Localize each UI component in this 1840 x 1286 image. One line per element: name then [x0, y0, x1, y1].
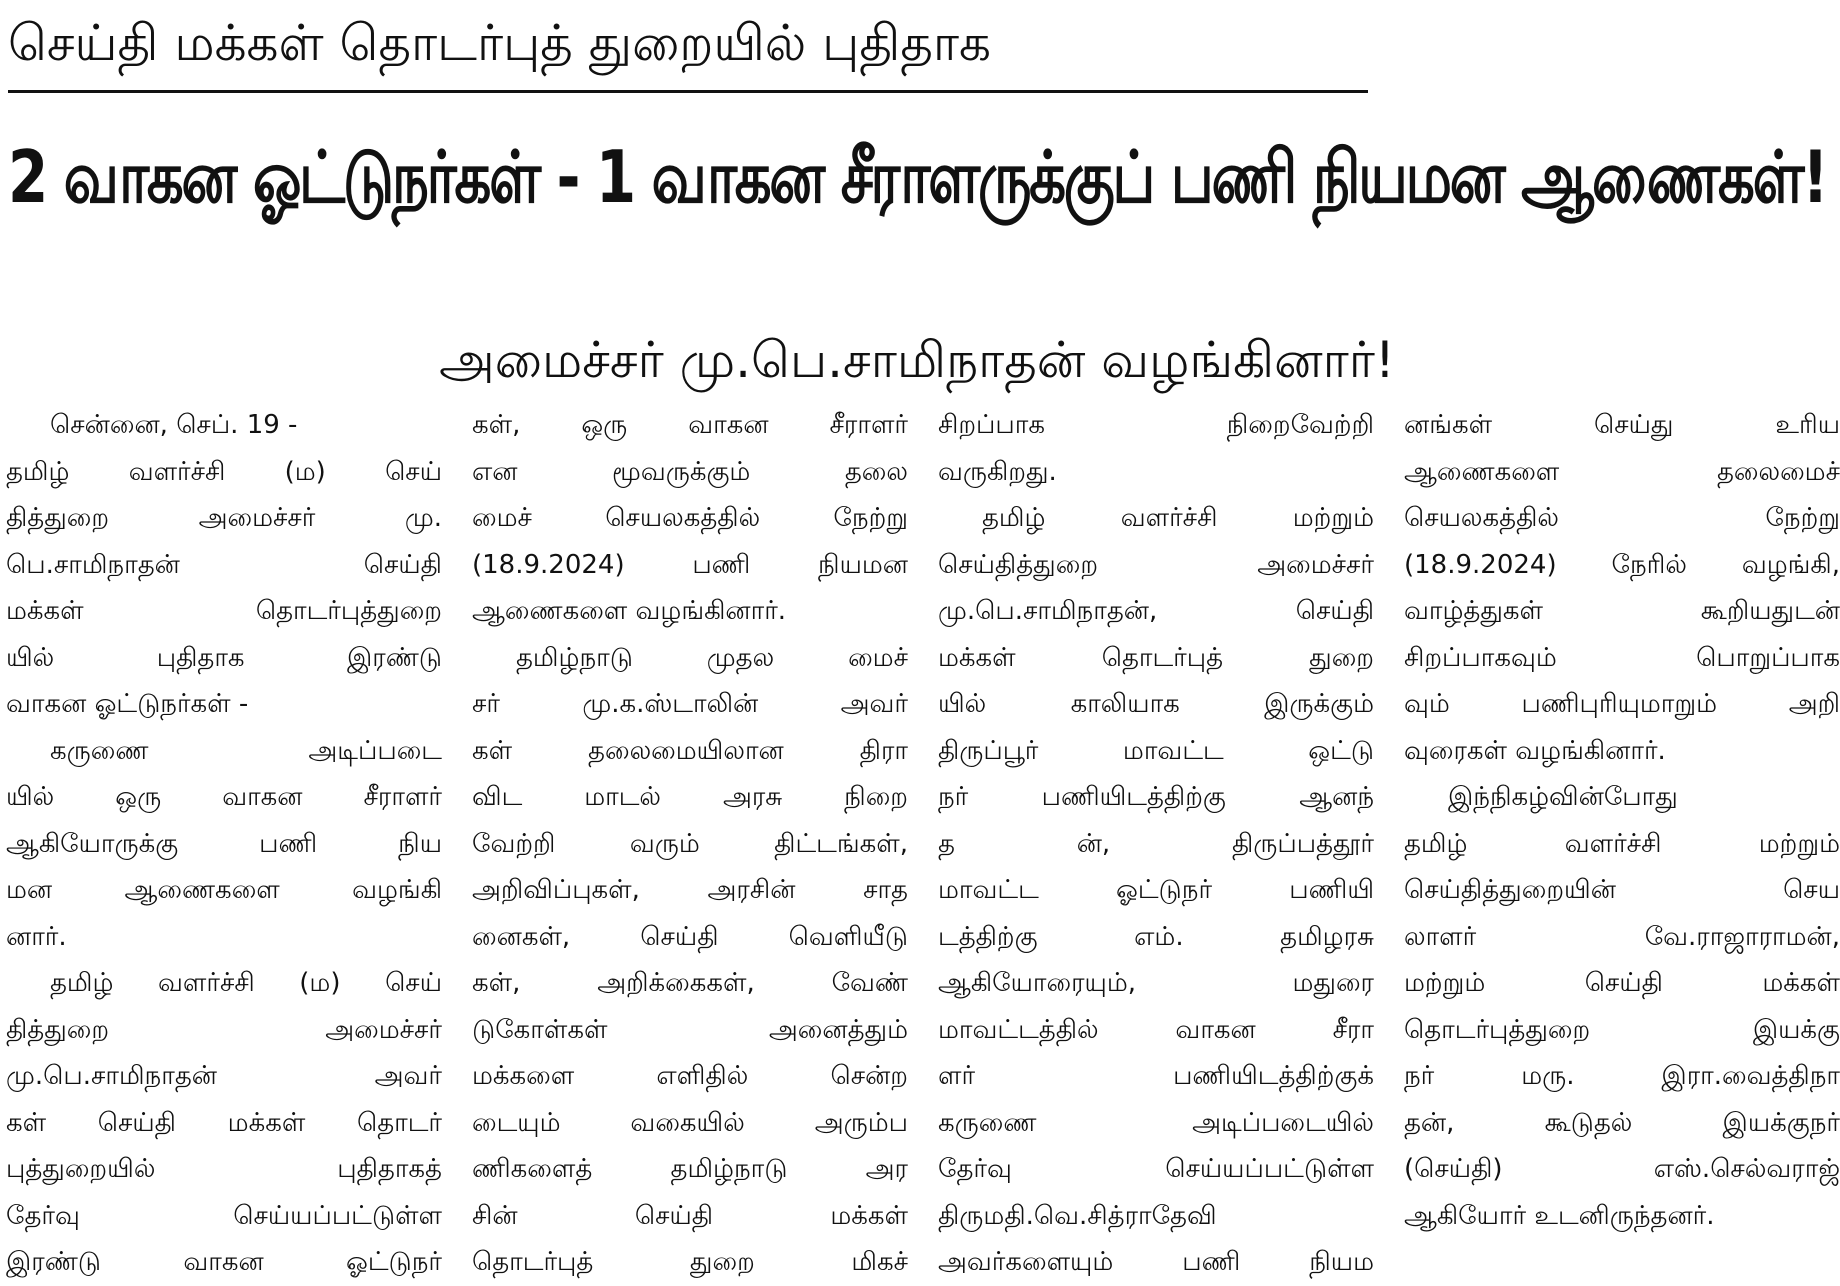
- text-line: இந்நிகழ்வின்போது: [1448, 782, 1678, 812]
- text-line: சிறப்பாகவும் பொறுப்பாக: [1404, 642, 1840, 673]
- text-line: யில் காலியாக இருக்கும்: [938, 689, 1374, 719]
- text-line: ஆகியோர் உடனிருந்தனர்.: [1404, 1200, 1715, 1231]
- text-line: டத்திற்கு எம். தமிழரசு: [938, 921, 1374, 952]
- text-line: ளர் பணியிடத்திற்குக்: [938, 1061, 1374, 1091]
- text-line: ஆகியோருக்கு பணி நிய: [6, 828, 442, 859]
- text-line: தித்துறை அமைச்சர்: [6, 1014, 442, 1045]
- text-line: டுகோள்கள் அனைத்தும்: [472, 1014, 908, 1045]
- text-line: தொடர்புத்துறை இயக்கு: [1404, 1014, 1840, 1045]
- text-line: கள், அறிக்கைகள், வேண்: [472, 968, 908, 998]
- text-line: மன ஆணைகளை வழங்கி: [6, 875, 442, 905]
- text-line: கள், ஒரு வாகன சீராளர்: [472, 410, 908, 440]
- text-line: மு.பெ.சாமிநாதன், செய்தி: [938, 596, 1374, 626]
- text-line: யில் ஒரு வாகன சீராளர்: [6, 782, 442, 812]
- text-line: செயலகத்தில் நேற்று: [1404, 503, 1840, 533]
- text-line: வாகன ஓட்டுநர்கள் -: [6, 689, 249, 719]
- text-line: மக்கள் தொடர்புத்துறை: [6, 596, 442, 626]
- text-line: வருகிறது.: [938, 456, 1057, 487]
- text-line: மைச் செயலகத்தில் நேற்று: [472, 503, 908, 533]
- text-line: மு.பெ.சாமிநாதன் அவர்: [6, 1061, 442, 1091]
- article-subheadline: அமைச்சர் மு.பெ.சாமிநாதன் வழங்கினார்!: [439, 331, 1395, 389]
- text-line: டையும் வகையில் அரும்ப: [472, 1107, 908, 1138]
- text-line: தன், கூடுதல் இயக்குநர்: [1404, 1107, 1840, 1138]
- text-line: ணிகளைத் தமிழ்நாடு அர: [472, 1154, 908, 1184]
- text-line: கருணை அடிப்படையில்: [938, 1107, 1374, 1138]
- text-line: தமிழ் வளர்ச்சி மற்றும்: [982, 503, 1374, 533]
- text-line: னங்கள் செய்து உரிய: [1404, 410, 1840, 440]
- text-line: ஆணைகளை வழங்கினார்.: [472, 596, 787, 626]
- text-line: மக்கள் தொடர்புத் துறை: [938, 642, 1374, 673]
- text-line: மற்றும் செய்தி மக்கள்: [1404, 968, 1840, 998]
- column-2: [472, 402, 908, 1277]
- text-line: வேற்றி வரும் திட்டங்கள்,: [472, 828, 908, 859]
- text-line: வும் பணிபுரியுமாறும் அறி: [1404, 689, 1840, 719]
- column-3: [938, 402, 1374, 1277]
- text-line: னார்.: [6, 921, 67, 952]
- text-line: தொடர்புத் துறை மிகச்: [472, 1247, 908, 1277]
- text-line: (18.9.2024) நேரில் வழங்கி,: [1404, 549, 1840, 580]
- text-line: தமிழ் வளர்ச்சி (ம) செய்: [6, 456, 442, 487]
- article-body: [6, 402, 1840, 1277]
- text-line: (செய்தி) எஸ்.செல்வராஜ்: [1404, 1154, 1840, 1184]
- article-headline: 2 வாகன ஓட்டுநர்கள் - 1 வாகன சீராளருக்குப் பணி நியமன ஆணைகள்!: [8, 135, 1827, 219]
- article-kicker: செய்தி மக்கள் தொடர்புத் துறையில் புதிதாக: [8, 14, 992, 72]
- column-1: [6, 402, 442, 1277]
- text-line: மாவட்டத்தில் வாகன சீரா: [938, 1014, 1374, 1045]
- text-line: னைகள், செய்தி வெளியீடு: [472, 921, 908, 952]
- text-line: மாவட்ட ஓட்டுநர் பணியி: [938, 875, 1374, 905]
- text-line: திருமதி.வெ.சித்ராதேவி: [938, 1200, 1217, 1231]
- text-line: கள் செய்தி மக்கள் தொடர்: [6, 1107, 442, 1138]
- text-line: தமிழ் வளர்ச்சி மற்றும்: [1404, 828, 1840, 859]
- text-line: தேர்வு செய்யப்பட்டுள்ள: [6, 1200, 442, 1231]
- text-line: நர் பணியிடத்திற்கு ஆனந்: [938, 782, 1374, 812]
- text-line: திருப்பூர் மாவட்ட ஒட்டு: [938, 735, 1374, 766]
- kicker-underline: [8, 90, 1368, 93]
- text-line: சென்னை, செப். 19 -: [50, 410, 298, 440]
- text-line: விட மாடல் அரசு நிறை: [472, 782, 908, 812]
- text-line: செய்தித்துறையின் செய: [1404, 875, 1840, 905]
- text-line: தித்துறை அமைச்சர் மு.: [6, 503, 442, 533]
- column-4: [1404, 402, 1840, 1231]
- text-line: ஆகியோரையும், மதுரை: [938, 968, 1374, 998]
- text-line: (18.9.2024) பணி நியமன: [472, 549, 908, 580]
- text-line: சர் மு.க.ஸ்டாலின் அவர்: [472, 689, 908, 719]
- text-line: புத்துறையில் புதிதாகத்: [6, 1154, 442, 1184]
- text-line: த ன், திருப்பத்தூர்: [938, 828, 1374, 859]
- text-line: தேர்வு செய்யப்பட்டுள்ள: [938, 1154, 1374, 1184]
- text-line: நர் மரு. இரா.வைத்திநா: [1404, 1061, 1840, 1091]
- text-line: என மூவருக்கும் தலை: [472, 456, 908, 487]
- text-line: இரண்டு வாகன ஓட்டுநர்: [6, 1247, 442, 1277]
- text-line: பெ.சாமிநாதன் செய்தி: [6, 549, 442, 580]
- text-line: கள் தலைமையிலான திரா: [472, 735, 908, 766]
- text-line: அவர்களையும் பணி நியம: [938, 1247, 1374, 1277]
- text-line: யில் புதிதாக இரண்டு: [6, 642, 442, 673]
- text-line: தமிழ் வளர்ச்சி (ம) செய்: [50, 968, 442, 998]
- text-line: தமிழ்நாடு முதல மைச்: [516, 642, 908, 673]
- text-line: செய்தித்துறை அமைச்சர்: [938, 549, 1374, 580]
- text-line: வுரைகள் வழங்கினார்.: [1404, 735, 1666, 766]
- text-line: வாழ்த்துகள் கூறியதுடன்: [1404, 596, 1840, 626]
- text-line: கருணை அடிப்படை: [50, 735, 442, 766]
- text-line: சின் செய்தி மக்கள்: [472, 1200, 908, 1231]
- text-line: மக்களை எளிதில் சென்ற: [472, 1061, 908, 1091]
- text-line: சிறப்பாக நிறைவேற்றி: [938, 410, 1374, 440]
- text-line: லாளர் வே.ராஜாராமன்,: [1404, 921, 1840, 952]
- text-line: ஆணைகளை தலைமைச்: [1404, 456, 1840, 487]
- text-line: அறிவிப்புகள், அரசின் சாத: [472, 875, 908, 905]
